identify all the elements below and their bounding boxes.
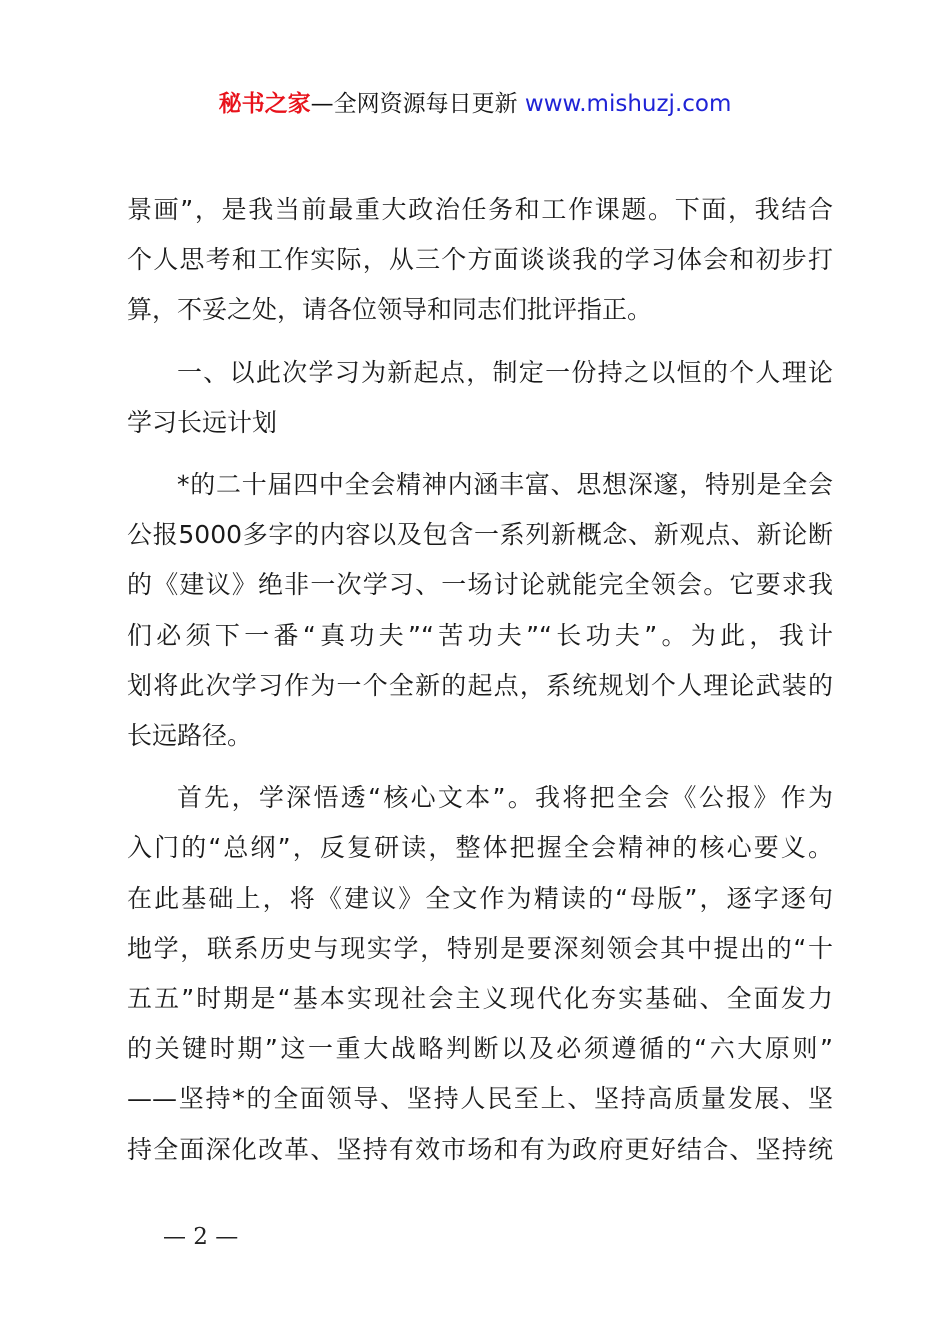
document-body xyxy=(127,185,833,1175)
section-heading-1 xyxy=(127,348,833,448)
text-line: 在此基础上，将《建议》全文作为精读的“母版”，逐字逐句 xyxy=(127,883,833,913)
paragraph-intro-continuation xyxy=(127,185,833,336)
text-line: 长远路径。 xyxy=(127,721,253,751)
text-line: 公报5000多字的内容以及包含一系列新概念、新观点、新论断 xyxy=(127,520,833,550)
text-line: 持全面深化改革、坚持有效市场和有为政府更好结合、坚持统 xyxy=(127,1134,833,1164)
paragraph-core-text xyxy=(127,773,833,1175)
brand-name: 秘书之家 xyxy=(218,91,311,117)
text-line: 们必须下一番“真功夫”“苦功夫”“长功夫”。为此，我计 xyxy=(127,620,833,650)
header-tagline: —全网资源每日更新 xyxy=(310,91,525,117)
site-header xyxy=(0,88,950,120)
heading-line: 学习长远计划 xyxy=(127,407,278,437)
text-line: 个人思考和工作实际，从三个方面谈谈我的学习体会和初步打 xyxy=(127,245,833,275)
text-line: 的关键时期”这一重大战略判断以及必须遵循的“六大原则” xyxy=(127,1034,833,1064)
text-line: *的二十届四中全会精神内涵丰富、思想深邃，特别是全会 xyxy=(177,470,833,500)
text-line: 地学，联系历史与现实学，特别是要深刻领会其中提出的“十 xyxy=(127,933,833,963)
page-number: — 2 — xyxy=(163,1224,239,1250)
heading-line: 一、以此次学习为新起点，制定一份持之以恒的个人理论 xyxy=(177,357,833,387)
text-line: 五五”时期是“基本实现社会主义现代化夯实基础、全面发力 xyxy=(127,984,833,1014)
text-line: ——坚持*的全面领导、坚持人民至上、坚持高质量发展、坚 xyxy=(127,1084,833,1114)
text-line: 划将此次学习作为一个全新的起点，系统规划个人理论武装的 xyxy=(127,670,833,700)
text-line: 入门的“总纲”，反复研读，整体把握全会精神的核心要义。 xyxy=(127,833,833,863)
text-line: 首先，学深悟透“核心文本”。我将把全会《公报》作为 xyxy=(177,783,833,813)
text-line: 的《建议》绝非一次学习、一场讨论就能完全领会。它要求我 xyxy=(127,570,833,600)
paragraph-plenum-spirit xyxy=(127,460,833,761)
site-url-link[interactable]: www.mishuzj.com xyxy=(524,91,732,117)
text-line: 景画”，是我当前最重大政治任务和工作课题。下面，我结合 xyxy=(127,195,833,224)
text-line: 算，不妥之处，请各位领导和同志们批评指正。 xyxy=(127,295,653,325)
